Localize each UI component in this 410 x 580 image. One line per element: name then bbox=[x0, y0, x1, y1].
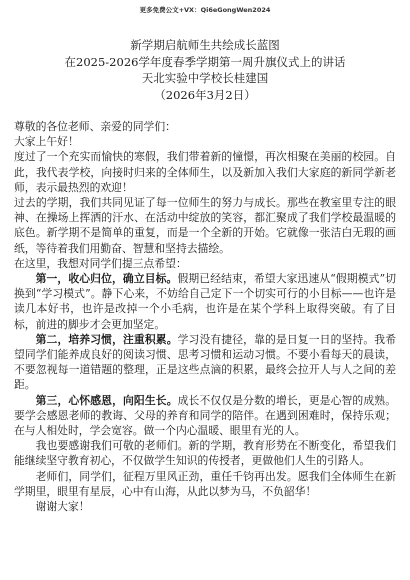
paragraph-teachers: 我也要感谢我们可敬的老师们。新的学期，教育形势在不断变化，希望我们能继续坚守教育初心，不仅做学生知识的传授者，更做他们人生的引路人。 bbox=[14, 439, 396, 468]
greeting: 大家上午好！ bbox=[14, 135, 79, 149]
hope-two-text: 学习没有捷径，靠的是日复一日的坚持。我希望同学们能养成良好的阅读习惯、思考习惯和运动习惯。不要小看每天的晨读，不要忽视每一道错题的整理，正是这些点滴的积累，最终会拉开人与人之间的差距。 bbox=[14, 332, 397, 392]
paragraph-hope-three bbox=[14, 393, 396, 439]
closing-thanks: 谢谢大家！ bbox=[35, 500, 90, 514]
paragraph-welcome: 度过了一个充实而愉快的寒假，我们带着新的憧憬，再次相聚在美丽的校园。自此，我代表学校，向接时归来的全体师生，以及新加入我们大家庭的新同学新老师，表示最热烈的欢迎！ bbox=[14, 150, 396, 194]
watermark-text: 更多免费公文+VX：Qi6eGongWen2024 bbox=[139, 6, 271, 14]
paragraph-hope-two bbox=[14, 332, 396, 393]
hope-three-text: 成长不仅仅是分数的增长，更是心智的成熟。要学会感恩老师的教诲、父母的养育和同学的陪伴。在遇到困难时，保持乐观；在与人相处时，学会宽容。做一个内心温暖、眼里有光的人。 bbox=[14, 393, 397, 438]
speaker-line: 天北实验中学校长桂建国 bbox=[141, 71, 269, 85]
document-title: 新学期启航师生共绘成长蓝图 bbox=[130, 38, 280, 52]
hope-one-text: 假期已经结束，希望大家迅速从“假期模式”切换到“学习模式”。静下心来，不妨给自己定下一个切实可行的小目标——也许是读几本好书，也许是改掉一个小毛病，也许是在某个学科上取得突破。有了目标，前进的脚步才会更加坚定。 bbox=[14, 272, 397, 331]
paragraph-review: 过去的学期，我们共同见证了每一位师生的努力与成长。那些在教室里专注的眼神、在操场上挥洒的汗水、在活动中绽放的笑容，都汇聚成了我们学校最温暖的底色。新学期不是简单的重复，而是一个全新的开始。它就像一张洁白无瑕的画纸，等待着我们用勤奋、智慧和坚持去描绘。 bbox=[14, 196, 396, 255]
paragraph-closing-wish: 老师们，同学们，征程万里风正劲，重任千钧再出发。愿我们全体师生在新学期里，眼里有星辰，心中有山海，从此以梦为马，不负韶华！ bbox=[14, 469, 396, 498]
paragraph-hopes-intro: 在这里，我想对同学们提三点希望： bbox=[14, 256, 187, 270]
salutation: 尊敬的各位老师、亲爱的同学们： bbox=[14, 120, 176, 133]
title-block bbox=[14, 37, 396, 103]
document-subtitle: 在2025-2026学年度春季学期第一周升旗仪式上的讲话 bbox=[64, 54, 346, 69]
hope-one-heading: 第一，收心归位，确立目标。 bbox=[35, 272, 178, 286]
hope-three-heading: 第三，心怀感恩，向阳生长。 bbox=[35, 393, 178, 407]
hope-two-heading: 第二，培养习惯，注重积累。 bbox=[35, 332, 178, 346]
paragraph-hope-one bbox=[14, 271, 396, 332]
speech-date: （2026年3月2日） bbox=[154, 87, 256, 102]
